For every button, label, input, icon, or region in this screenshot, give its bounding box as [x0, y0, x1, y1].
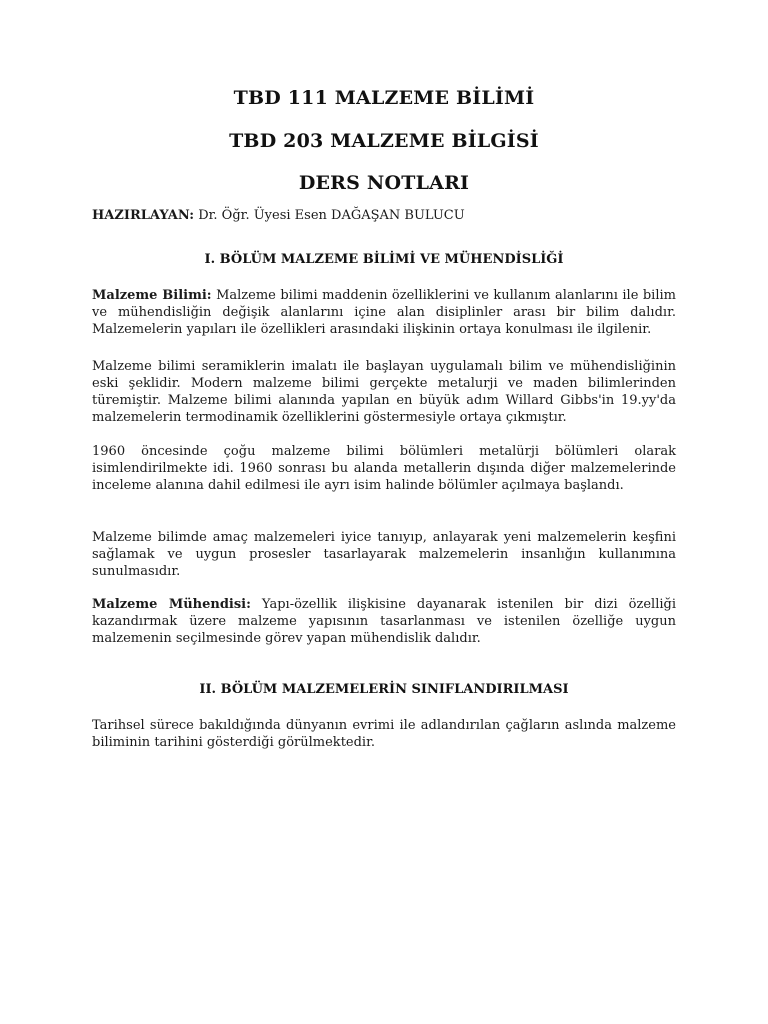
paragraph-lead: Malzeme Mühendisi: [92, 597, 251, 612]
paragraph-text: Malzeme bilimi seramiklerin imalatı ile başlayan uygulamalı bilim ve mühendisliğinin eski şeklidir. Modern malzeme bilimi gerçekte metalurji ve maden bilimlerinden türemiştir. Malzeme bilimi alanında yapılan en büyük adım Willard Gibbs'in 19.yy'da malzemelerin termodinamik özelliklerini göstermesiyle ortaya çıkmıştır. [92, 359, 676, 425]
paragraph-text: Malzeme bilimde amaç malzemeleri iyice tanıyıp, anlayarak yeni malzemelerin keşfini sağlamak ve uygun prosesler tasarlayarak malzemelerin insanlığın kullanımına sunulmasıdır. [92, 530, 676, 579]
author-name: Dr. Öğr. Üyesi Esen DAĞAŞAN BULUCU [194, 208, 465, 223]
paragraph-history [92, 358, 676, 426]
paragraph-classification [92, 717, 676, 751]
paragraph-text: Tarihsel sürece bakıldığında dünyanın evrimi ile adlandırılan çağların aslında malzeme biliminin tarihini gösterdiği görülmektedir. [92, 718, 676, 750]
author-line [92, 208, 465, 223]
paragraph-text: Malzeme bilimi maddenin özelliklerini ve kullanım alanlarını ile bilim ve mühendisliğin değişik alanlarını içine alan disiplinler arası bir bilim dalıdır. Malzemelerin yapıları ile özellikleri arasındaki ilişkinin ortaya konulması ile ilgilenir. [92, 288, 676, 337]
document-title: DERS NOTLARI [298, 172, 470, 194]
paragraph-1960 [92, 443, 676, 494]
section-heading-1: I. BÖLÜM MALZEME BİLİMİ VE MÜHENDİSLİĞİ [204, 252, 564, 267]
paragraph-purpose [92, 529, 676, 580]
paragraph-materials-science [92, 287, 676, 338]
paragraph-text: 1960 öncesinde çoğu malzeme bilimi bölümleri metalürji bölümleri olarak isimlendirilmekte idi. 1960 sonrası bu alanda metallerin dışında diğer malzemelerinde inceleme alanına dahil edilmesi ile ayrı isim halinde bölümler açılmaya başlandı. [92, 444, 676, 493]
paragraph-materials-engineer [92, 596, 676, 647]
section-heading-2: II. BÖLÜM MALZEMELERİN SINIFLANDIRILMASI [199, 682, 569, 697]
paragraph-text: Yapı-özellik ilişkisine dayanarak istenilen bir dizi özelliği kazandırmak üzere malzeme yapısının tasarlanması ve istenilen özelliğe uygun malzemenin seçilmesinde görev yapan mühendislik dalıdır. [92, 597, 676, 646]
course-title-1: TBD 111 MALZEME BİLİMİ [233, 87, 535, 109]
course-title-2: TBD 203 MALZEME BİLGİSİ [229, 130, 539, 152]
paragraph-lead: Malzeme Bilimi: [92, 288, 212, 303]
author-label: HAZIRLAYAN: [92, 208, 195, 223]
